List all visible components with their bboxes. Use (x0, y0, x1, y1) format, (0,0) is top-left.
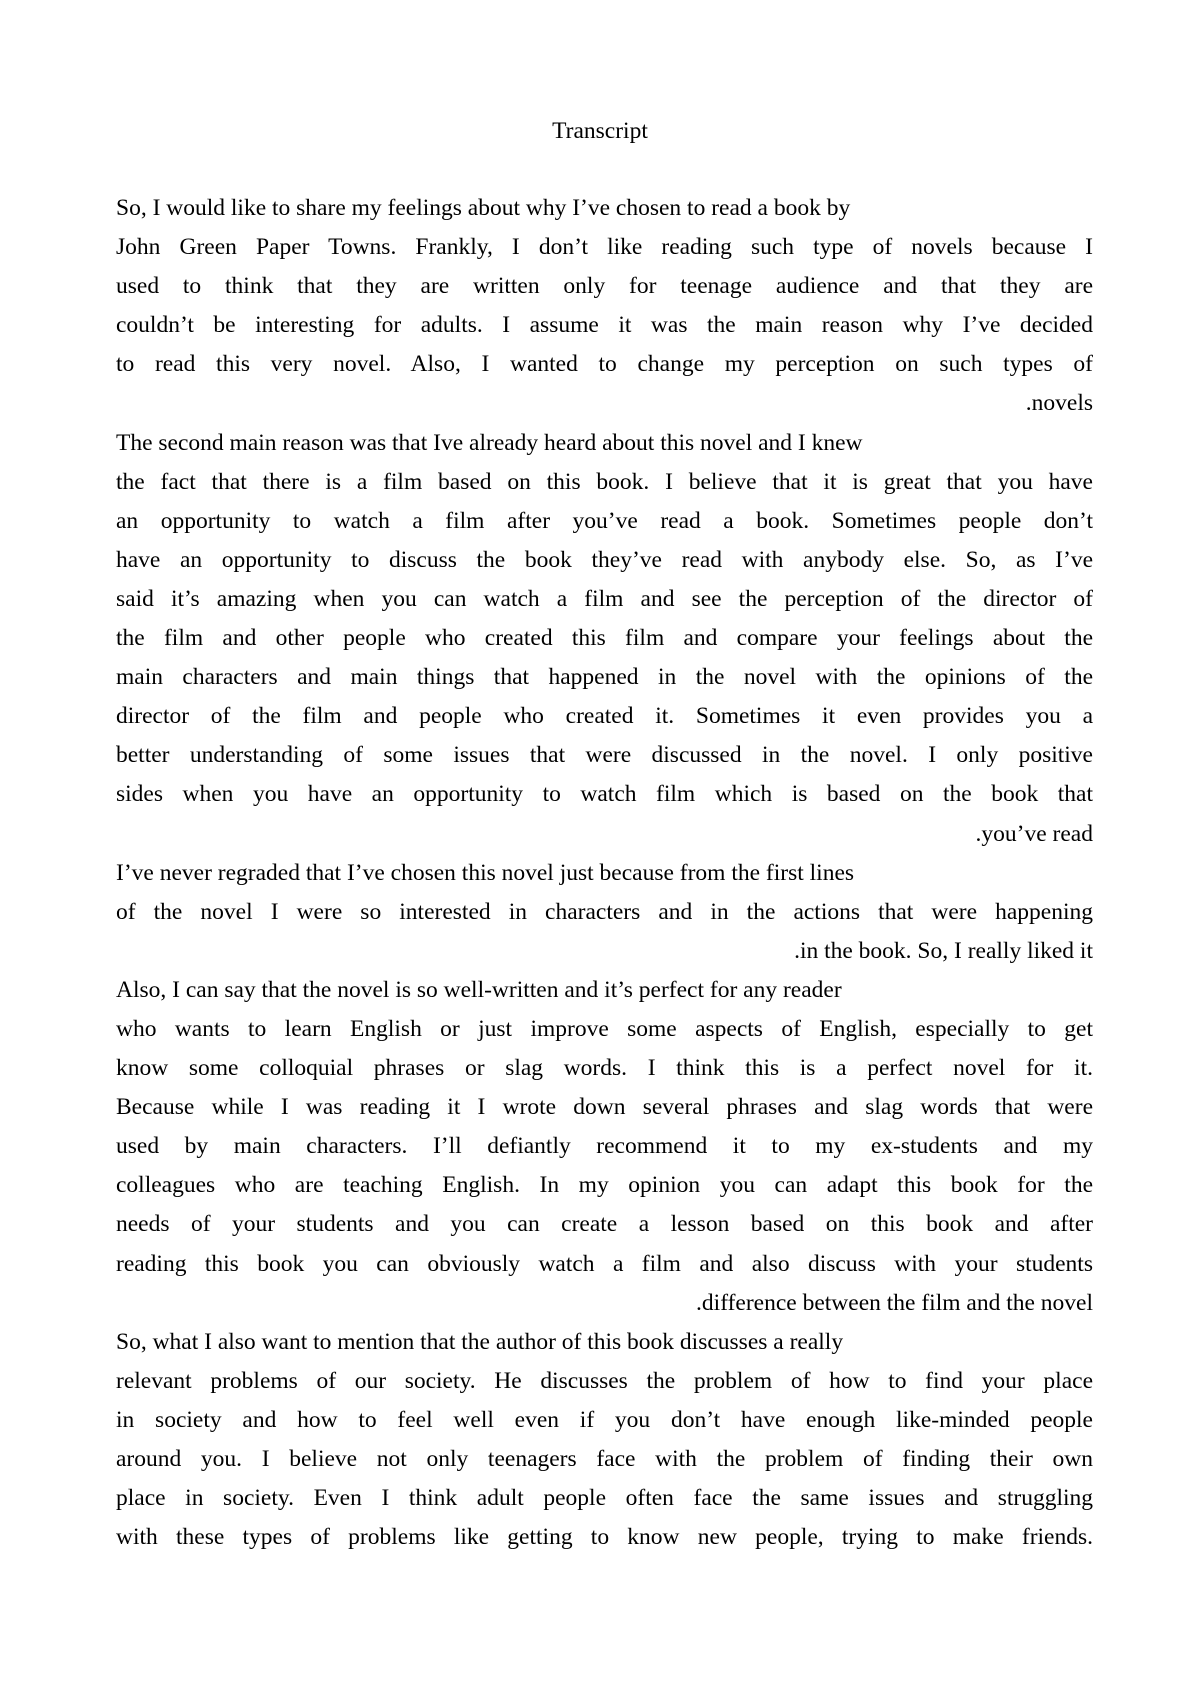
text-line: of the novel I were so interested in characters and in the actions that were happening (116, 898, 1093, 925)
text-line: Because while I was reading it I wrote down several phrases and slag words that were (116, 1094, 1093, 1121)
text-line: colleagues who are teaching English. In my opinion you can adapt this book for the (116, 1172, 1093, 1199)
text-line: place in society. Even I think adult people often face the same issues and struggling (116, 1485, 1093, 1512)
text-line: better understanding of some issues that were discussed in the novel. I only positive (116, 742, 1093, 769)
text-line: couldn’t be interesting for adults. I assume it was the main reason why I’ve decided (116, 312, 1093, 339)
text-line: have an opportunity to discuss the book they’ve read with anybody else. So, as I’ve (116, 546, 1093, 573)
text-line: Also, I can say that the novel is so well-written and it’s perfect for any reader (116, 976, 842, 1003)
text-line: .novels (1025, 390, 1093, 417)
text-line: .difference between the film and the novel (696, 1289, 1093, 1316)
text-line: who wants to learn English or just improve some aspects of English, especially to get (116, 1015, 1093, 1042)
text-line: used to think that they are written only for teenage audience and that they are (116, 273, 1093, 300)
text-line: reading this book you can obviously watch a film and also discuss with your students (116, 1250, 1093, 1277)
text-line: relevant problems of our society. He discusses the problem of how to find your place (116, 1367, 1093, 1394)
text-line: .you’ve read (975, 820, 1093, 847)
text-line: So, what I also want to mention that the author of this book discusses a really (116, 1328, 844, 1355)
text-line: said it’s amazing when you can watch a film and see the perception of the director of (116, 585, 1093, 612)
text-line: know some colloquial phrases or slag words. I think this is a perfect novel for it. (116, 1055, 1093, 1082)
text-line: to read this very novel. Also, I wanted to change my perception on such types of (116, 351, 1093, 378)
page-title: Transcript (552, 118, 648, 144)
text-line: needs of your students and you can create a lesson based on this book and after (116, 1211, 1093, 1238)
text-line: I’ve never regraded that I’ve chosen this novel just because from the first lines (116, 859, 855, 886)
text-line: director of the film and people who created it. Sometimes it even provides you a (116, 703, 1093, 730)
text-line: around you. I believe not only teenagers face with the problem of finding their own (116, 1446, 1093, 1472)
text-line: an opportunity to watch a film after you’ve read a book. Sometimes people don’t (116, 507, 1093, 534)
text-line: with these types of problems like getting to know new people, trying to make friends. (116, 1524, 1093, 1551)
text-line: So, I would like to share my feelings about why I’ve chosen to read a book by (116, 195, 851, 221)
text-line: the fact that there is a film based on this book. I believe that it is great that you have (116, 468, 1093, 495)
text-line: used by main characters. I’ll defiantly recommend it to my ex-students and my (116, 1133, 1093, 1160)
text-line: main characters and main things that happened in the novel with the opinions of the (116, 664, 1093, 691)
document-body (116, 189, 1093, 1557)
text-line: John Green Paper Towns. Frankly, I don’t like reading such type of novels because I (116, 234, 1093, 261)
text-line: sides when you have an opportunity to watch film which is based on the book that (116, 781, 1093, 808)
text-line: the film and other people who created this film and compare your feelings about the (116, 625, 1093, 652)
text-line: in society and how to feel well even if you don’t have enough like-minded people (116, 1406, 1093, 1433)
text-line: The second main reason was that Ive already heard about this novel and I knew (116, 429, 863, 456)
text-line: .in the book. So, I really liked it (794, 937, 1093, 964)
